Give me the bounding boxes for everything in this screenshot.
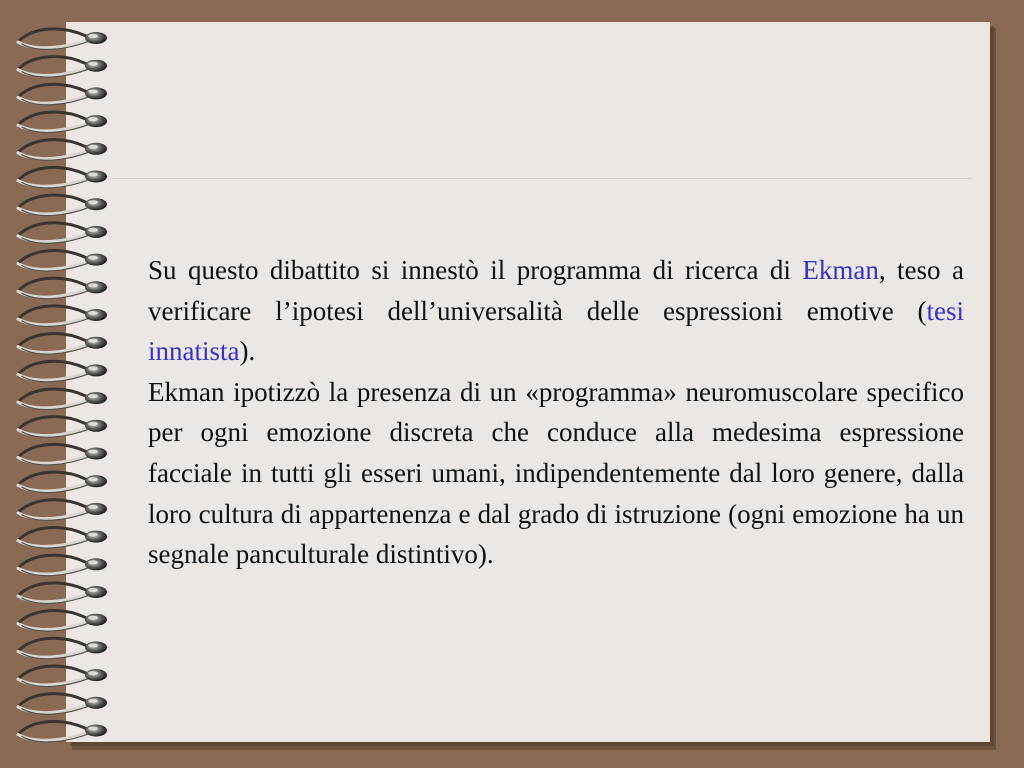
binding-ring <box>18 666 107 687</box>
binding-ring <box>18 334 107 355</box>
binding-ring <box>18 389 107 410</box>
binding-ring <box>18 444 107 465</box>
horizontal-rule <box>110 178 972 179</box>
binding-ring <box>18 638 107 659</box>
paragraph-1-middle: , teso a verificare l’ipotesi dell’universalità delle espressioni emotive ( <box>148 255 964 326</box>
binding-ring <box>18 29 107 50</box>
binding-ring <box>18 694 107 715</box>
paragraph-1 <box>148 250 964 372</box>
binding-ring <box>18 278 107 299</box>
binding-ring <box>18 500 107 521</box>
binding-ring <box>18 555 107 576</box>
paragraph-2: Ekman ipotizzò la presenza di un «programma» neuromuscolare specifico per ogni emozione discreta che conduce alla medesima espressione facciale in tutti gli esseri umani, indipendentemente dal loro genere, dalla loro cultura di appartenenza e dal grado di istruzione (ogni emozione ha un segnale panculturale distintivo). <box>148 376 964 570</box>
binding-ring <box>18 583 107 604</box>
binding-ring <box>18 195 107 216</box>
binding-ring <box>18 721 107 742</box>
binding-ring <box>18 223 107 244</box>
binding-ring <box>18 611 107 632</box>
paragraph-1-before: Su questo dibattito si innestò il programma di ricerca di <box>148 255 803 285</box>
paragraph-1-after: ). <box>239 336 256 367</box>
binding-ring <box>18 140 107 161</box>
binding-ring <box>18 472 107 493</box>
spiral-binding-icon <box>0 0 130 768</box>
binding-ring <box>18 57 107 78</box>
binding-ring <box>18 167 107 188</box>
tesi-innatista-link[interactable]: tesi innatista <box>148 295 964 367</box>
binding-ring <box>18 417 107 438</box>
binding-ring <box>18 112 107 133</box>
binding-ring <box>18 361 107 382</box>
binding-ring <box>18 527 107 548</box>
binding-ring <box>18 84 107 105</box>
main-text <box>148 250 964 575</box>
ekman-link[interactable]: Ekman <box>802 255 879 285</box>
binding-ring <box>18 250 107 271</box>
binding-ring <box>18 306 107 327</box>
